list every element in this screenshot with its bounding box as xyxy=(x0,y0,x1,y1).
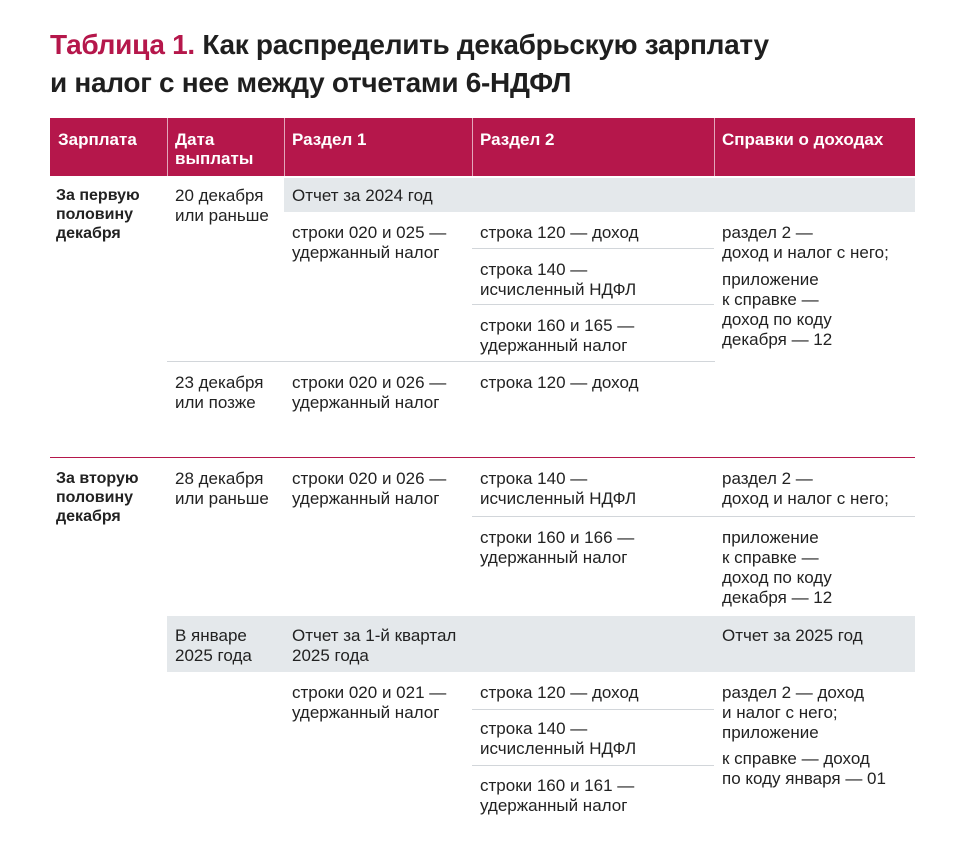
header-divider xyxy=(714,118,715,176)
section1-text: строки 020 и 021 — удержанный налог xyxy=(292,683,447,722)
section2-text: строка 120 — доход xyxy=(480,223,639,242)
title-line-1: Как распределить декабрьскую зарплату xyxy=(202,29,769,60)
date-dec-23: 23 декабря или позже xyxy=(175,373,264,412)
header-section-2: Раздел 2 xyxy=(480,130,555,149)
header-section-1: Раздел 1 xyxy=(292,130,367,149)
group-label-second-half: За вторую половину декабря xyxy=(56,470,139,525)
date-dec-28: 28 декабря или раньше xyxy=(175,469,269,508)
report-label-2025: Отчет за 2025 год xyxy=(722,626,863,645)
section2-text: строки 160 и 166 — удержанный налог xyxy=(480,528,635,567)
group-label-first-half: За первую половину декабря xyxy=(56,187,140,242)
certificate-text: раздел 2 — доход и налог с него; xyxy=(722,469,889,508)
section1-text: строки 020 и 026 — удержанный налог xyxy=(292,469,447,508)
section2-text: строка 120 — доход xyxy=(480,373,639,392)
certificate-text: к справке — доход по коду января — 01 xyxy=(722,749,886,788)
section1-text: строки 020 и 026 — удержанный налог xyxy=(292,373,447,412)
date-january: В январе 2025 года xyxy=(175,626,252,665)
row-divider xyxy=(472,248,714,249)
row-divider xyxy=(472,516,915,517)
page-title xyxy=(50,26,930,102)
certificate-text: раздел 2 — доход и налог с него; приложение xyxy=(722,683,864,742)
section1-text: строки 020 и 025 — удержанный налог xyxy=(292,223,447,262)
header-date: Дата выплаты xyxy=(175,130,254,168)
row-divider xyxy=(167,361,715,362)
table-number: Таблица 1. xyxy=(50,29,195,60)
header-divider xyxy=(472,118,473,176)
certificate-text: приложение к справке — доход по коду декабря — 12 xyxy=(722,528,833,607)
row-divider xyxy=(472,709,714,710)
group-divider xyxy=(50,457,915,458)
date-dec-20: 20 декабря или раньше xyxy=(175,186,269,225)
header-salary: Зарплата xyxy=(58,130,137,149)
certificate-text: приложение к справке — доход по коду декабря — 12 xyxy=(722,270,833,349)
section2-text: строка 140 — исчисленный НДФЛ xyxy=(480,469,637,508)
certificate-text: раздел 2 — доход и налог с него; xyxy=(722,223,889,262)
header-divider xyxy=(284,118,285,176)
section2-text: строки 160 и 165 — удержанный налог xyxy=(480,316,635,355)
report-label-q1-2025: Отчет за 1-й квартал 2025 года xyxy=(292,626,457,665)
section2-text: строка 120 — доход xyxy=(480,683,639,702)
row-divider xyxy=(472,765,714,766)
section2-text: строка 140 — исчисленный НДФЛ xyxy=(480,719,637,758)
section2-text: строка 140 — исчисленный НДФЛ xyxy=(480,260,637,299)
header-certificates: Справки о доходах xyxy=(722,130,884,149)
title-line-2: и налог с нее между отчетами 6-НДФЛ xyxy=(50,67,572,98)
report-label-2024: Отчет за 2024 год xyxy=(292,186,433,205)
section2-text: строки 160 и 161 — удержанный налог xyxy=(480,776,635,815)
row-divider xyxy=(472,304,714,305)
header-divider xyxy=(167,118,168,176)
